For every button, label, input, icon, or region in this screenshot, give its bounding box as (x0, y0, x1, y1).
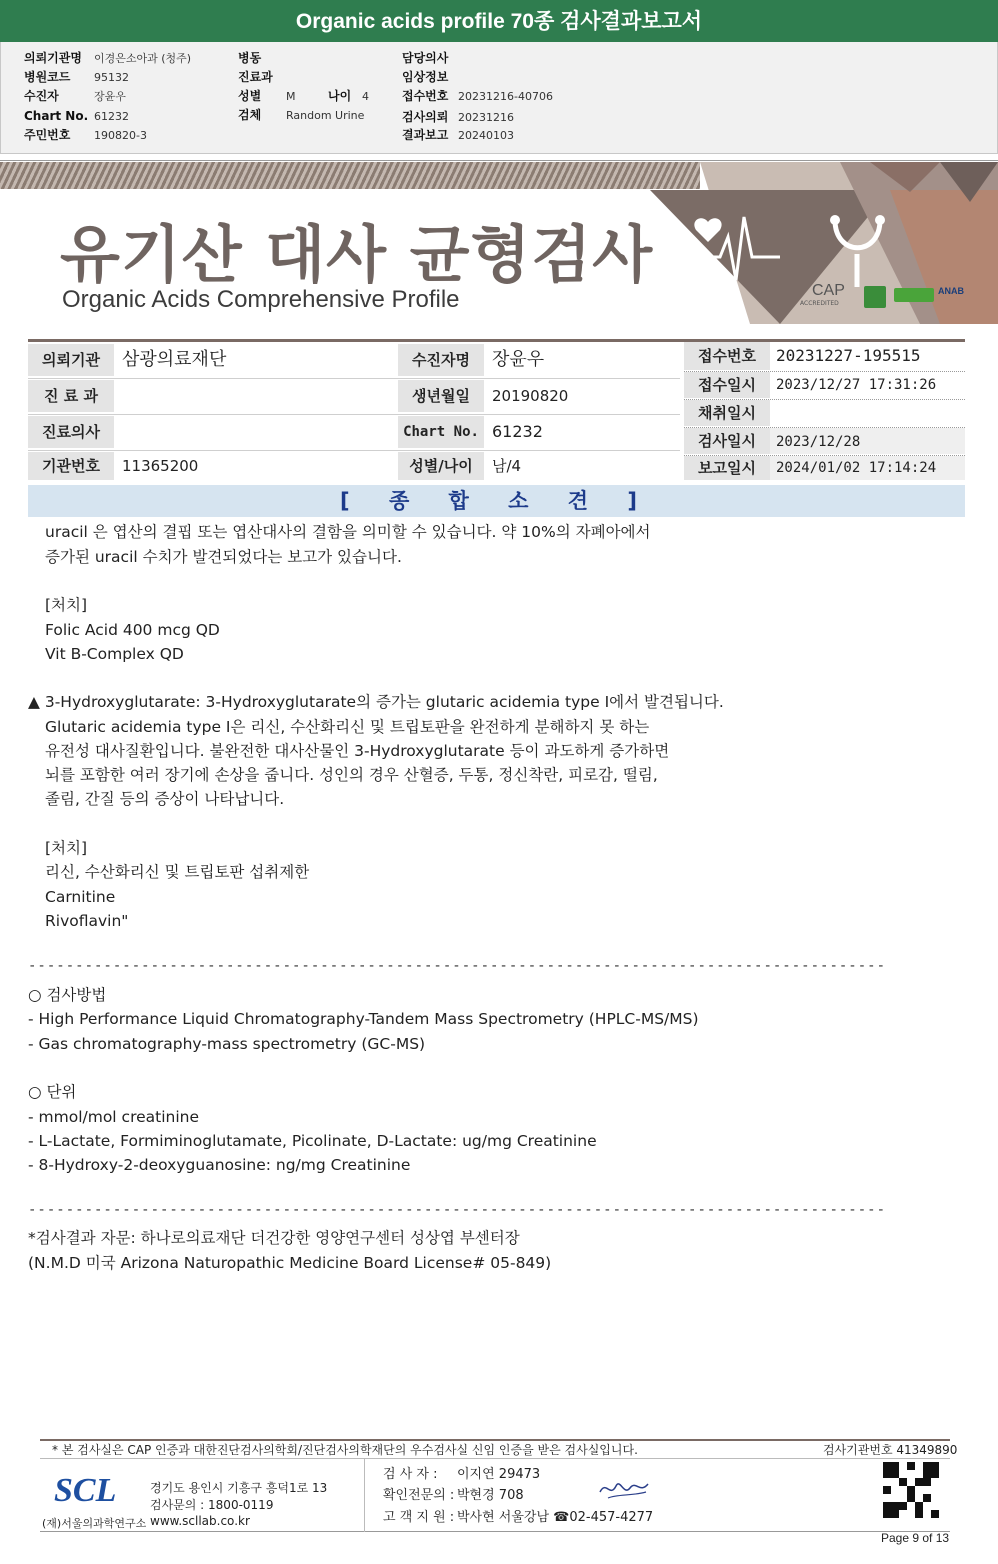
header-row: 결과보고 20240103 (402, 128, 514, 142)
method-title: ○ 검사방법 (28, 986, 107, 1004)
info-label: 기관번호 (28, 452, 114, 480)
unit-line: - 8-Hydroxy-2-deoxyguanosine: ng/mg Creatinine (28, 1156, 411, 1174)
info-label: 진료의사 (28, 416, 114, 448)
summary-line: Carnitine (45, 888, 116, 906)
info-label: 접수일시 (684, 372, 770, 398)
staff-row: 검 사 자 : 이지연 29473 (383, 1467, 541, 1482)
table-rule (28, 378, 680, 379)
header-row: 의뢰기관명 이경은소아과 (청주) (24, 51, 192, 65)
info-value: 2023/12/27 17:31:26 (776, 377, 937, 393)
footer-divider (364, 1458, 365, 1532)
consult-line: (N.M.D 미국 Arizona Naturopathic Medicine Board License# 05-849) (28, 1254, 552, 1272)
banner-title-korean: 유기산 대사 균형검사 (60, 218, 654, 291)
header-row: 진료과 (238, 70, 273, 84)
summary-line: 리신, 수산화리신 및 트립토판 섭취제한 (45, 863, 310, 881)
summary-line: Folic Acid 400 mcg QD (45, 621, 220, 639)
summary-line: ▲ 3-Hydroxyglutarate: 3-Hydroxyglutarate의 증가는 glutaric acidemia type I에서 발견됩니다. (28, 693, 724, 711)
table-rule (684, 455, 965, 456)
info-label: 채취일시 (684, 400, 770, 426)
summary-line: Glutaric acidemia type I은 리신, 수산화리신 및 트립토판을 완전하게 분해하지 못 하는 (45, 718, 650, 736)
table-rule (28, 414, 680, 415)
info-label: 생년월일 (398, 380, 484, 412)
summary-line: uracil 은 엽산의 결핍 또는 엽산대사의 결함을 의미할 수 있습니다. 약 10%의 자폐아에서 (45, 523, 651, 541)
header-row: 임상정보 (402, 70, 449, 84)
info-label: 의뢰기관 (28, 344, 114, 376)
summary-line: [처치] (45, 839, 88, 857)
table-rule (28, 450, 680, 451)
header-row: 접수번호 20231216-40706 (402, 89, 553, 103)
institution-number: 검사기관번호 41349890 (823, 1443, 958, 1457)
staff-row: 고 객 지 원 : 박사현 서울강남 ☎02-457-4277 (383, 1510, 654, 1525)
info-label: 검사일시 (684, 428, 770, 454)
consult-line: *검사결과 자문: 하나로의료재단 더건강한 영양연구센터 성상엽 부센터장 (28, 1229, 520, 1247)
qr-code-icon (883, 1462, 939, 1518)
info-value: 11365200 (122, 457, 199, 475)
summary-line: 뇌를 포함한 여러 장기에 손상을 줍니다. 성인의 경우 산혈증, 두통, 정신착란, 피로감, 떨림, (45, 766, 658, 784)
info-label: 수진자명 (398, 344, 484, 376)
info-value (114, 416, 396, 448)
unit-line: - mmol/mol creatinine (28, 1108, 200, 1126)
info-value: 61232 (492, 422, 543, 441)
dashed-divider: ------------------------------------------------------------------------------------------- (28, 958, 887, 974)
header-row: 병원코드 95132 (24, 70, 129, 84)
summary-line: [처치] (45, 596, 88, 614)
info-label: 진 료 과 (28, 380, 114, 412)
info-label: 보고일시 (684, 456, 770, 480)
header-row: 수진자 장윤우 (24, 89, 126, 103)
info-value: 20231227-195515 (776, 346, 921, 365)
info-value (114, 380, 396, 412)
info-label: 접수번호 (684, 342, 770, 370)
info-label: 성별/나이 (398, 452, 484, 480)
table-rule (684, 399, 965, 400)
info-value: 2024/01/02 17:14:24 (770, 456, 965, 480)
info-value: 삼광의료재단 (122, 349, 227, 370)
header-row: 주민번호 190820-3 (24, 128, 147, 142)
header-row: Chart No. 61232 (24, 109, 129, 123)
decorative-stripe (0, 162, 700, 189)
accreditation-logos (800, 282, 970, 312)
inquiry-phone: 검사문의 : 1800-0119 (150, 1498, 274, 1512)
summary-line: Vit B-Complex QD (45, 645, 184, 663)
info-value: 2023/12/28 (770, 428, 965, 454)
summary-line: Rivoflavin" (45, 912, 129, 930)
info-value: 남/4 (492, 457, 522, 475)
report-title: Organic acids profile 70종 검사결과보고서 (0, 0, 998, 42)
signature-image (598, 1476, 654, 1502)
header-row: 검체 Random Urine (238, 108, 365, 122)
info-value (770, 400, 965, 426)
unit-title: ○ 단위 (28, 1083, 77, 1101)
method-line: - High Performance Liquid Chromatography-Tandem Mass Spectrometry (HPLC-MS/MS) (28, 1010, 699, 1028)
website-link[interactable]: www.scllab.co.kr (150, 1514, 250, 1528)
page-number: Page 9 of 13 (881, 1531, 950, 1545)
cap-subtitle: ACCREDITED (800, 300, 839, 307)
header-row: 검사의뢰 20231216 (402, 110, 514, 124)
anab-logo: ANAB (938, 286, 964, 296)
info-label: Chart No. (398, 416, 484, 448)
info-value: 장윤우 (492, 349, 545, 370)
header-row: 병동 (238, 51, 262, 65)
summary-line: 졸림, 간질 등의 증상이 나타납니다. (45, 790, 285, 808)
header-row: 성별 M 나이 4 (238, 89, 369, 103)
summary-line: 증가된 uracil 수치가 발견되었다는 보고가 있습니다. (45, 548, 402, 566)
staff-row: 확인전문의 : 박현경 708 (383, 1488, 524, 1503)
method-line: - Gas chromatography-mass spectrometry (GC-MS) (28, 1035, 426, 1053)
dashed-divider: ------------------------------------------------------------------------------------------- (28, 1202, 887, 1218)
banner-title-english: Organic Acids Comprehensive Profile (62, 286, 460, 313)
summary-heading: [ 종 합 소 견 ] (28, 485, 965, 517)
cap-logo: CAP (812, 282, 845, 299)
header-row: 담당의사 (402, 51, 449, 65)
footer-note: * 본 검사실은 CAP 인증과 대한진단검사의학회/진단검사의학재단의 우수검사실 신임 인증을 받은 검사실입니다. (52, 1443, 638, 1457)
summary-line: 유전성 대사질환입니다. 불완전한 대사산물인 3-Hydroxyglutarate 등이 과도하게 증가하면 (45, 742, 670, 760)
org-name: (재)서울의과학연구소 (42, 1517, 147, 1530)
lm-logo-icon (864, 286, 886, 308)
address: 경기도 용인시 기흥구 흥덕1로 13 (150, 1481, 328, 1495)
table-rule (684, 371, 965, 372)
table-rule (684, 427, 965, 428)
unit-line: - L-Lactate, Formiminoglutamate, Picolinate, D-Lactate: ug/mg Creatinine (28, 1132, 597, 1150)
kola-logo-icon (894, 288, 934, 302)
scl-logo: SCL (54, 1472, 117, 1509)
info-value: 20190820 (492, 387, 569, 405)
